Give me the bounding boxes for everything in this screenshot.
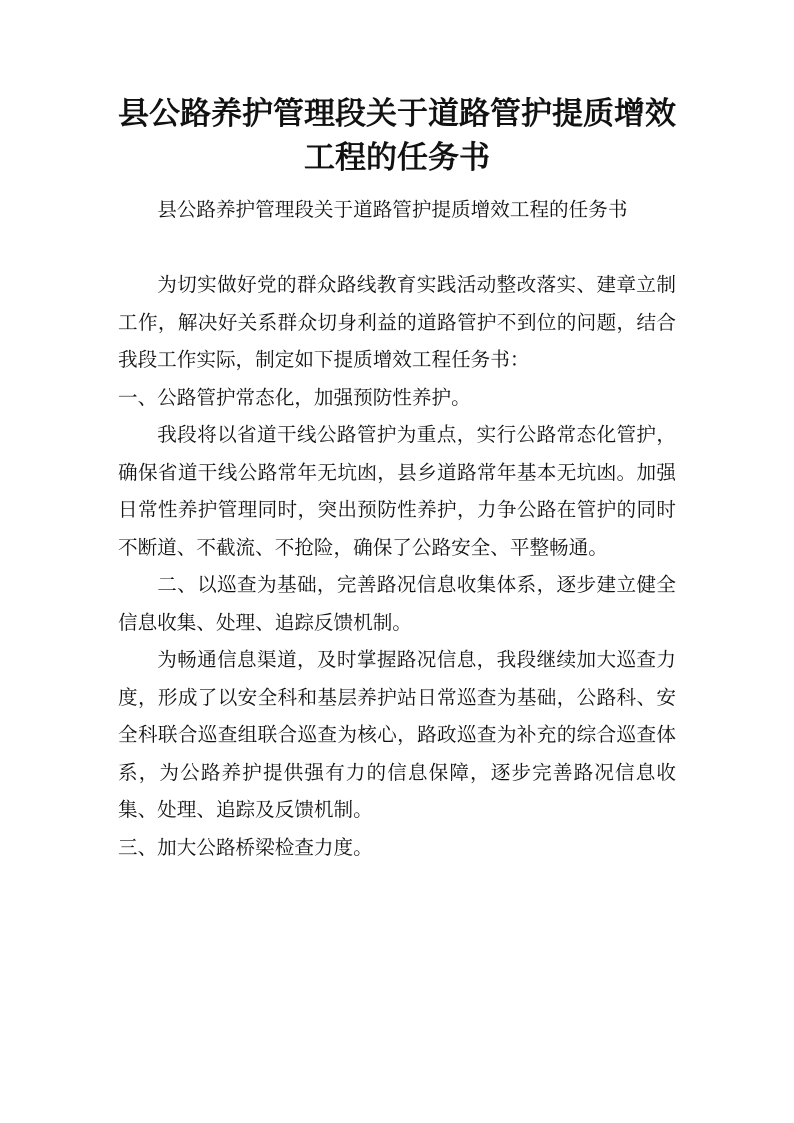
title-line-2: 工程的任务书 [304,140,490,176]
section-heading-2: 二、以巡查为基础，完善路况信息收集体系，逐步建立健全信息收集、处理、追踪反馈机制。 [118,573,676,634]
document-subtitle: 县公路养护管理段关于道路管护提质增效工程的任务书 [157,198,628,221]
paragraph-section-1: 我段将以省道干线公路管护为重点，实行公路常态化管护，确保省道干线公路常年无坑凼，县乡道路常年基本无坑凼。加强日常性养护管理同时，突出预防性养护，力争公路在管护的同时不断道、不截流、不抢险，确保了公路安全、平整畅通。 [118,423,676,559]
document-body [118,191,676,866]
document-title [118,92,676,180]
blank-line [118,229,676,267]
section-heading-1: 一、公路管护常态化，加强预防性养护。 [118,385,471,409]
paragraph-intro: 为切实做好党的群众路线教育实践活动整改落实、建章立制工作，解决好关系群众切身利益的道路管护不到位的问题，结合我段工作实际，制定如下提质增效工程任务书： [118,273,676,371]
section-heading-3: 三、加大公路桥梁检查力度。 [118,835,373,859]
title-line-1: 县公路养护管理段关于道路管护提质增效 [118,96,676,132]
paragraph-section-2: 为畅通信息渠道，及时掌握路况信息，我段继续加大巡查力度，形成了以安全科和基层养护站日常巡查为基础，公路科、安全科联合巡查组联合巡查为核心，路政巡查为补充的综合巡查体系，为公路养护提供强有力的信息保障，逐步完善路况信息收集、处理、追踪及反馈机制。 [118,648,676,821]
